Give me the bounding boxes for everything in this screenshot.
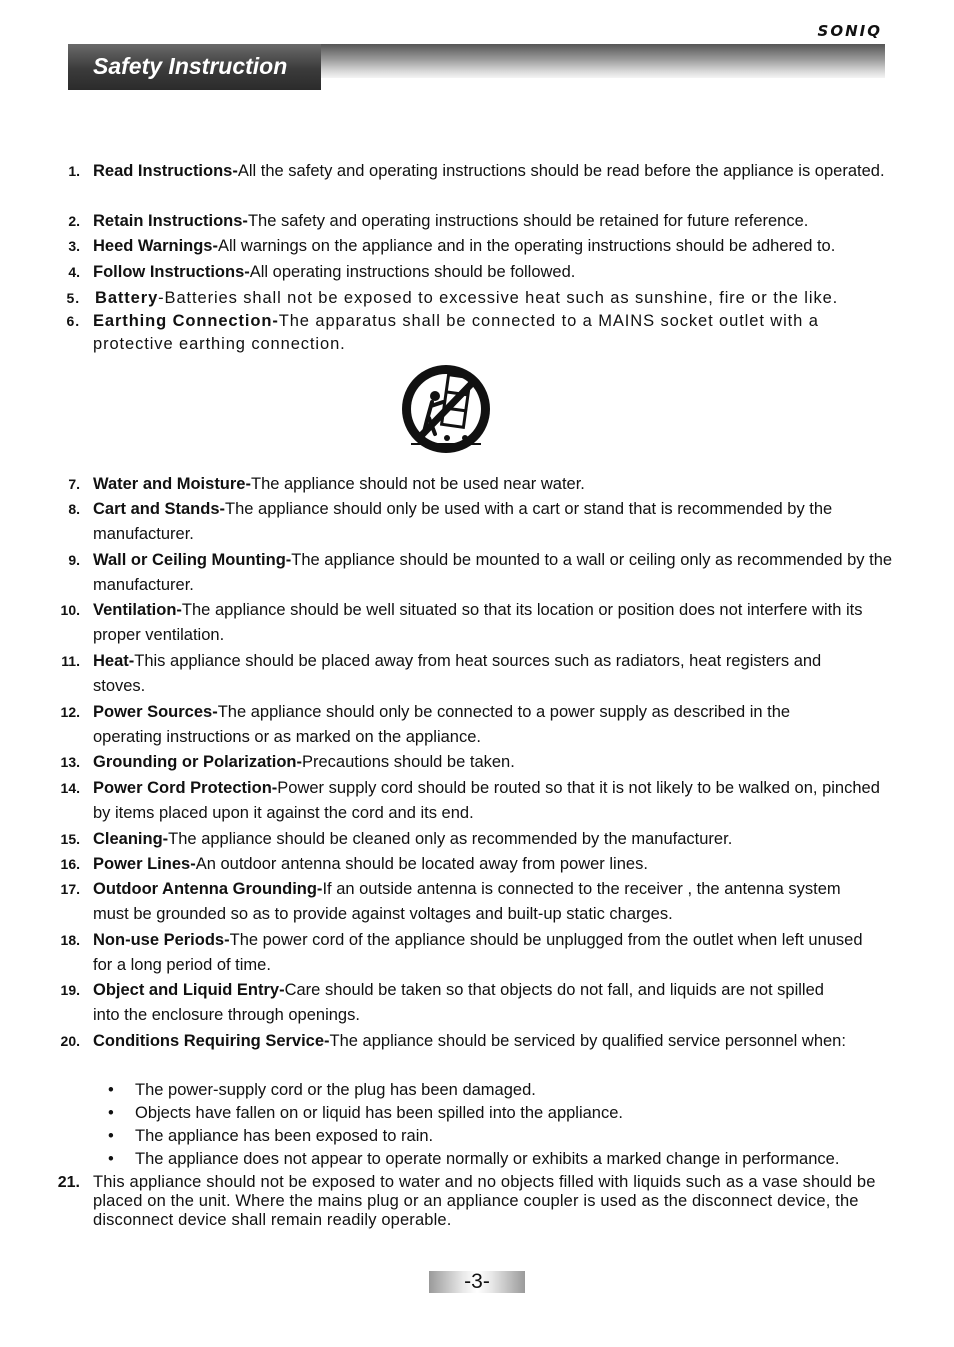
item-title: Cart and Stands- [93,500,226,518]
item-title: Conditions Requiring Service- [93,1032,330,1050]
item-number: 15. [60,831,80,847]
item-title: Cleaning- [93,830,169,848]
item-number: 21. [57,1174,80,1191]
item-body: The power cord of the appliance should be unplugged from the outlet when left unused for a long period of time. [93,931,863,974]
item-body: Care should be taken so that objects do not fall, and liquids are not spilled into the enclosure through openings. [93,981,824,1024]
item-body: All warnings on the appliance and in the operating instructions should be adhered to. [217,237,836,255]
item-number: 3. [68,238,80,254]
brand-logo: SONIQ [817,22,882,40]
item-body: Precautions should be taken. [302,753,515,771]
item-number: 19. [60,982,80,998]
item-title: Read Instructions- [93,162,238,180]
item-body: An outdoor antenna should be located away from power lines. [195,855,648,873]
item-number: 4. [68,264,80,280]
item-body: The safety and operating instructions should be retained for future reference. [247,212,809,230]
item-body: The appliance should only be used with a cart or stand that is recommended by the manufacturer. [93,500,833,543]
item-number: 17. [60,881,80,897]
item-number: 11. [61,653,80,669]
item-title: Water and Moisture- [93,475,251,493]
item-body: -Batteries shall not be exposed to excessive heat such as sunshine, fire or the like. [158,289,839,307]
item-title: Outdoor Antenna Grounding- [93,880,323,898]
item-title: Earthing Connection- [93,312,279,330]
item-title: Power Cord Protection- [93,779,278,797]
item-title: Object and Liquid Entry- [93,981,285,999]
item-title: Grounding or Polarization- [93,753,302,771]
bullet-item: • The appliance has been exposed to rain. [108,1125,908,1148]
item-title: Retain Instructions- [93,212,248,230]
item-body: Power supply cord should be routed so that it is not likely to be walked on, pinched by items placed upon it against the cord and its end. [93,779,880,822]
item-title: Power Lines- [93,855,196,873]
page-number: -3- [464,1270,490,1293]
item-body: All operating instructions should be followed. [249,263,576,281]
service-bullet-list [108,1079,908,1171]
item-number: 9. [68,552,80,568]
item-number: 2. [68,213,80,229]
cart-tip-over-warning-icon [399,362,493,456]
item-title: Heat- [93,652,135,670]
item-number: 20. [60,1033,80,1049]
bullet-item: • The appliance does not appear to operate normally or exhibits a marked change in performance. [108,1148,908,1171]
item-number: 5. [66,290,80,306]
bullet-item: • Objects have fallen on or liquid has been spilled into the appliance. [108,1102,908,1125]
item-title: Heed Warnings- [93,237,218,255]
item-body: The appliance should not be used near water. [250,475,585,493]
item-number: 16. [60,856,80,872]
page-title: Safety Instruction [93,53,288,79]
item-body: This appliance should be placed away from heat sources such as radiators, heat registers and stoves. [93,652,822,695]
item-body: The appliance should be cleaned only as recommended by the manufacturer. [168,830,733,848]
item-body: This appliance should not be exposed to water and no objects filled with liquids such as a vase should be placed on the unit. Where the mains plug or an appliance coupler is used as the disconnect device, the disconnect device shall remain readily operable. [93,1173,876,1229]
item-title: Non-use Periods- [93,931,230,949]
item-title: Ventilation- [93,601,182,619]
item-body: The apparatus shall be connected to a MAINS socket outlet with a protective earthing connection. [93,312,819,353]
item-number: 7. [68,476,80,492]
item-body: The appliance should be serviced by qualified service personnel when: [329,1032,846,1050]
item-title: Power Sources- [93,703,218,721]
item-number: 10. [60,602,80,618]
item-body: The appliance should be well situated so that its location or position does not interfere with its proper ventilation. [93,601,863,644]
item-number: 1. [68,163,80,179]
item-title: Follow Instructions- [93,263,250,281]
item-title: Wall or Ceiling Mounting- [93,551,292,569]
item-number: 14. [60,780,80,796]
item-number: 8. [68,501,80,517]
item-title: Battery [95,289,159,307]
item-body: All the safety and operating instructions should be read before the appliance is operated. [237,162,885,180]
bullet-item: • The power-supply cord or the plug has been damaged. [108,1079,908,1102]
item-body: The appliance should only be connected to a power supply as described in the operating instructions or as marked on the appliance. [93,703,791,746]
item-body: If an outside antenna is connected to the receiver , the antenna system must be grounded so as to provide against voltages and built-up static charges. [93,880,841,923]
item-body: The appliance should be mounted to a wall or ceiling only as recommended by the manufacturer. [93,551,893,594]
item-number: 13. [60,754,80,770]
item-number: 12. [60,704,80,720]
item-number: 6. [66,313,80,329]
item-number: 18. [60,932,80,948]
